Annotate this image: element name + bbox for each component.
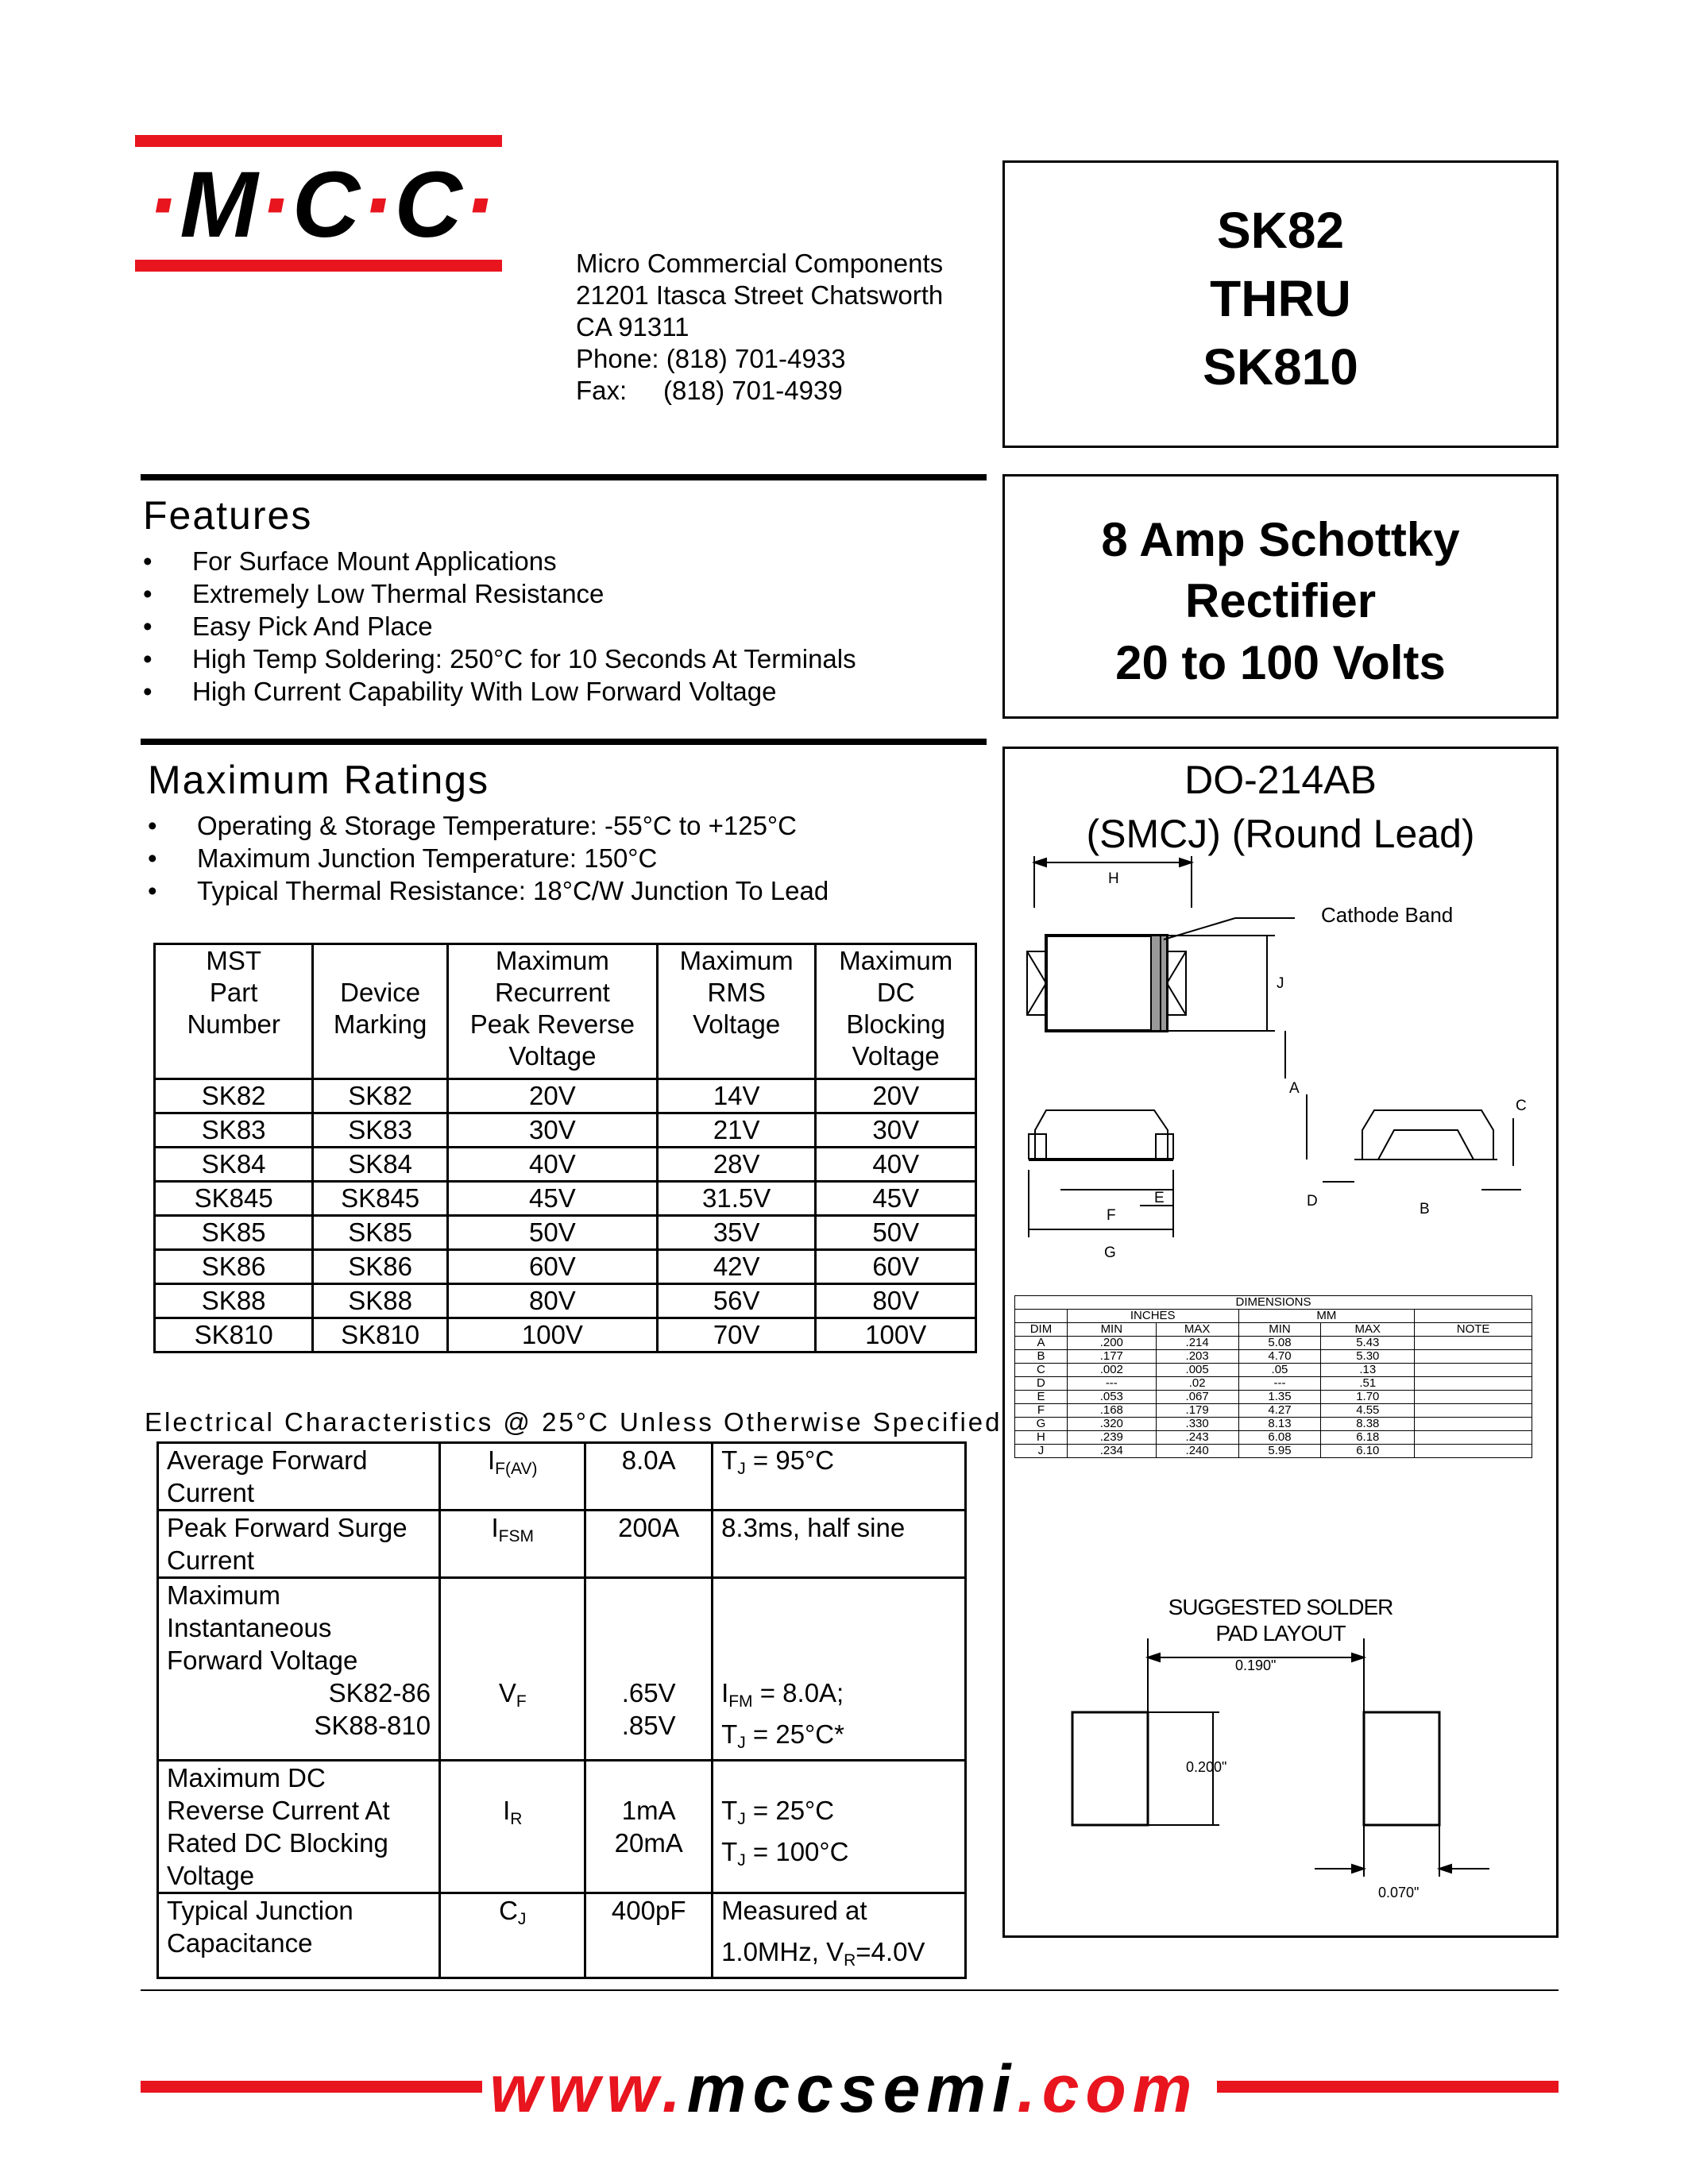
condition-cell: 8.3ms, half sine [713, 1511, 966, 1578]
dims-row [1015, 1404, 1532, 1418]
parameter-line: Maximum DC [167, 1763, 326, 1792]
dims-cell: 6.18 [1321, 1431, 1415, 1445]
electrical-row [158, 1443, 966, 1511]
ratings-cell: SK82 [155, 1079, 313, 1113]
ratings-cell: 80V [816, 1284, 976, 1318]
dims-cell: 5.43 [1321, 1337, 1415, 1350]
electrical-title: Electrical Characteristics @ 25°C Unless Otherwise Specified [145, 1407, 1002, 1437]
dims-cell: D [1015, 1377, 1068, 1391]
dims-cell: .177 [1067, 1350, 1156, 1364]
parameter-line: Peak Forward Surge [167, 1513, 408, 1542]
value-cell: 1mA 20mA [585, 1761, 713, 1893]
parameter-line: Current [167, 1545, 255, 1575]
dims-cell: F [1015, 1404, 1068, 1418]
package-subtitle: (SMCJ) (Round Lead) [1086, 812, 1475, 856]
dims-mm-header: MM [1238, 1310, 1415, 1323]
dims-cell: .240 [1156, 1445, 1238, 1458]
features-list [143, 545, 856, 708]
company-street: 21201 Itasca Street Chatsworth [576, 280, 944, 310]
ratings-row [155, 1216, 976, 1250]
symbol-cell: $V_F$ [440, 1578, 585, 1761]
ratings-cell: 50V [447, 1216, 657, 1250]
symbol-cell: $I_{F(AV)}$ [440, 1443, 585, 1511]
ratings-cell: SK810 [313, 1318, 448, 1352]
dims-cell: .239 [1067, 1431, 1156, 1445]
dims-note-cell [1415, 1431, 1532, 1445]
dims-cell: .203 [1156, 1350, 1238, 1364]
dims-cell: .320 [1067, 1418, 1156, 1431]
parameter-line: SK88-810 [314, 1711, 431, 1740]
ratings-cell: 35V [657, 1216, 816, 1250]
dims-row [1015, 1364, 1532, 1377]
feature-item: • High Current Capability With Low Forward Voltage [143, 675, 856, 708]
dims-cell: .13 [1321, 1364, 1415, 1377]
dims-cell: .05 [1238, 1364, 1321, 1377]
features-title: Features [143, 493, 313, 538]
ratings-cell: 28V [657, 1148, 816, 1182]
dims-cell: 1.35 [1238, 1391, 1321, 1404]
feature-item: • For Surface Mount Applications [143, 545, 856, 577]
solder-title-2: PAD LAYOUT [1215, 1621, 1346, 1646]
parameter-line: Instantaneous [167, 1613, 332, 1642]
ratings-cell: 14V [657, 1079, 816, 1113]
dims-cell: --- [1238, 1377, 1321, 1391]
ratings-row [155, 1318, 976, 1352]
ratings-cell: SK845 [313, 1182, 448, 1216]
dims-row [1015, 1377, 1532, 1391]
dims-cell: .234 [1067, 1445, 1156, 1458]
feature-item: • Extremely Low Thermal Resistance [143, 577, 856, 610]
symbol-cell: $I_R$ [440, 1761, 585, 1893]
dims-row [1015, 1445, 1532, 1458]
dims-col-dim: DIM [1015, 1323, 1068, 1337]
ratings-cell: SK85 [313, 1216, 448, 1250]
company-address [576, 248, 943, 407]
ratings-cell: SK845 [155, 1182, 313, 1216]
ratings-cell: 70V [657, 1318, 816, 1352]
dims-cell: C [1015, 1364, 1068, 1377]
ratings-row [155, 1148, 976, 1182]
dims-cell: J [1015, 1445, 1068, 1458]
ratings-cell: 31.5V [657, 1182, 816, 1216]
dims-cell: .330 [1156, 1418, 1238, 1431]
condition-cell: $T_J = 95^\circ C$ [713, 1443, 966, 1511]
value-cell: 8.0A [585, 1443, 713, 1511]
max-ratings-list [148, 809, 829, 907]
ratings-cell: 30V [816, 1113, 976, 1148]
ratings-cell: 45V [447, 1182, 657, 1216]
condition-cell: Measured at 1.0MHz, $V_R=4.0V$ [713, 1893, 966, 1978]
dims-note-cell [1415, 1364, 1532, 1377]
dims-cell: 1.70 [1321, 1391, 1415, 1404]
dim-label-a: A [1289, 1080, 1300, 1097]
ratings-divider [141, 739, 987, 745]
parameter-line: Forward Voltage [167, 1646, 358, 1675]
dims-col-max: MAX [1156, 1323, 1238, 1337]
dim-label-e: E [1154, 1190, 1165, 1206]
ratings-cell: 100V [447, 1318, 657, 1352]
header-cell: Maximum DC Blocking Voltage [816, 944, 976, 1079]
ratings-cell: 20V [816, 1079, 976, 1113]
symbol-cell: $C_J$ [440, 1893, 585, 1978]
rating-item: • Maximum Junction Temperature: 150°C [148, 842, 829, 874]
dims-cell: .02 [1156, 1377, 1238, 1391]
dims-cell: 5.30 [1321, 1350, 1415, 1364]
parameter-line: Maximum [167, 1580, 281, 1610]
dim-label-f: F [1107, 1207, 1116, 1224]
ratings-cell: 100V [816, 1318, 976, 1352]
dimensions-table [1014, 1295, 1532, 1458]
dims-cell: 4.70 [1238, 1350, 1321, 1364]
parameter-line: Rated DC Blocking [167, 1828, 388, 1858]
ratings-cell: 40V [816, 1148, 976, 1182]
electrical-table [156, 1441, 967, 1979]
dims-cell: .053 [1067, 1391, 1156, 1404]
dims-row [1015, 1337, 1532, 1350]
ratings-cell: 30V [447, 1113, 657, 1148]
parameter-line: Average Forward [167, 1445, 368, 1475]
pad-height-label: 0.200" [1186, 1759, 1227, 1775]
ratings-cell: 20V [447, 1079, 657, 1113]
package-outline-drawing [1005, 856, 1556, 1317]
dims-inches-header: INCHES [1067, 1310, 1238, 1323]
parameter-cell [158, 1511, 440, 1578]
header-cell: MST Part Number [155, 944, 313, 1079]
dims-cell: 4.55 [1321, 1404, 1415, 1418]
dims-cell: H [1015, 1431, 1068, 1445]
electrical-row [158, 1893, 966, 1978]
dims-cell: .005 [1156, 1364, 1238, 1377]
dim-label-j: J [1277, 975, 1284, 992]
dim-label-b: B [1420, 1201, 1430, 1217]
dims-note-cell [1415, 1337, 1532, 1350]
parameter-line: Current [167, 1478, 255, 1507]
ratings-cell: 60V [816, 1250, 976, 1284]
pad-width-label: 0.190" [1235, 1657, 1277, 1673]
ratings-row [155, 1182, 976, 1216]
dims-cell: .200 [1067, 1337, 1156, 1350]
dims-cell: 5.95 [1238, 1445, 1321, 1458]
dims-cell: .243 [1156, 1431, 1238, 1445]
parameter-line: Typical Junction [167, 1896, 353, 1925]
desc-line-3: 20 to 100 Volts [1115, 636, 1446, 689]
header-cell: Maximum RMS Voltage [657, 944, 816, 1079]
ratings-cell: SK83 [313, 1113, 448, 1148]
dim-label-g: G [1104, 1244, 1116, 1261]
feature-item: • High Temp Soldering: 250°C for 10 Seconds At Terminals [143, 642, 856, 675]
feature-item: • Easy Pick And Place [143, 610, 856, 642]
dims-cell: 6.10 [1321, 1445, 1415, 1458]
ratings-cell: SK810 [155, 1318, 313, 1352]
header-cell: Maximum Recurrent Peak Reverse Voltage [447, 944, 657, 1079]
rating-item: • Operating & Storage Temperature: -55°C to +125°C [148, 809, 829, 842]
dims-cell: E [1015, 1391, 1068, 1404]
dims-cell: .168 [1067, 1404, 1156, 1418]
package-title: DO-214AB [1184, 758, 1377, 802]
dims-col-max: MAX [1321, 1323, 1415, 1337]
dims-col-note: NOTE [1415, 1323, 1532, 1337]
dims-title: DIMENSIONS [1015, 1296, 1532, 1310]
dims-cell: A [1015, 1337, 1068, 1350]
dims-cell: 5.08 [1238, 1337, 1321, 1350]
dims-cell: 6.08 [1238, 1431, 1321, 1445]
website-url[interactable]: www.mccsemi.com [489, 2051, 1199, 2126]
dims-cell: .214 [1156, 1337, 1238, 1350]
symbol-cell: $I_{FSM}$ [440, 1511, 585, 1578]
parameter-line: SK82-86 [328, 1678, 431, 1707]
ratings-row [155, 1284, 976, 1318]
ratings-row [155, 1113, 976, 1148]
condition-cell: $T_J = 25^\circ C$ $T_J = 100^\circ C$ [713, 1761, 966, 1893]
ratings-row [155, 1079, 976, 1113]
ratings-cell: SK83 [155, 1113, 313, 1148]
ratings-cell: SK82 [313, 1079, 448, 1113]
ratings-table [153, 943, 977, 1353]
footer-rule [141, 1989, 1559, 1991]
part-line-1: SK82 [1216, 202, 1345, 259]
ratings-cell: SK88 [155, 1284, 313, 1318]
dims-cell: G [1015, 1418, 1068, 1431]
electrical-row [158, 1761, 966, 1893]
ratings-cell: 45V [816, 1182, 976, 1216]
parameter-line: Reverse Current At [167, 1796, 390, 1825]
solder-pad-drawing [1005, 1638, 1556, 1908]
dims-cell: 8.13 [1238, 1418, 1321, 1431]
cathode-band-label: Cathode Band [1321, 903, 1454, 927]
package-box [1002, 747, 1559, 1938]
dims-row [1015, 1391, 1532, 1404]
dims-col-min: MIN [1238, 1323, 1321, 1337]
dims-cell: B [1015, 1350, 1068, 1364]
ratings-cell: 42V [657, 1250, 816, 1284]
dims-note-cell [1415, 1377, 1532, 1391]
part-line-2: THRU [1210, 270, 1351, 327]
dims-cell: 8.38 [1321, 1418, 1415, 1431]
ratings-cell: SK85 [155, 1216, 313, 1250]
ratings-cell: 40V [447, 1148, 657, 1182]
ratings-cell: 21V [657, 1113, 816, 1148]
desc-line-1: 8 Amp Schottky [1101, 513, 1460, 566]
ratings-cell: SK84 [155, 1148, 313, 1182]
ratings-cell: SK88 [313, 1284, 448, 1318]
desc-line-2: Rectifier [1184, 574, 1377, 627]
max-ratings-title: Maximum Ratings [148, 758, 490, 802]
logo-bottom-bar [135, 260, 502, 272]
company-city: CA 91311 [576, 312, 689, 341]
mcc-logo: ·M·C·C· [147, 152, 496, 257]
parameter-cell [158, 1578, 440, 1761]
company-phone: Phone: (818) 701-4933 [576, 344, 846, 373]
company-fax: Fax: (818) 701-4939 [576, 376, 843, 405]
condition-cell: $I_{FM} = 8.0A$; $T_J = 25^\circ C*$ [713, 1578, 966, 1761]
ratings-cell: 56V [657, 1284, 816, 1318]
dim-label-c: C [1516, 1098, 1527, 1114]
rating-item: • Typical Thermal Resistance: 18°C/W Junction To Lead [148, 874, 829, 907]
dim-label-d: D [1307, 1193, 1318, 1210]
dims-note-cell [1415, 1445, 1532, 1458]
ratings-cell: 80V [447, 1284, 657, 1318]
dims-note-cell [1415, 1404, 1532, 1418]
dims-note-cell [1415, 1350, 1532, 1364]
dims-cell: .067 [1156, 1391, 1238, 1404]
ratings-row [155, 1250, 976, 1284]
parameter-cell [158, 1443, 440, 1511]
description-box [1002, 474, 1559, 719]
logo-top-bar [135, 135, 502, 147]
part-line-3: SK810 [1203, 338, 1358, 396]
electrical-row [158, 1578, 966, 1761]
dims-cell: 4.27 [1238, 1404, 1321, 1418]
ratings-cell: SK86 [313, 1250, 448, 1284]
parameter-cell [158, 1893, 440, 1978]
part-number-box [1002, 160, 1559, 448]
parameter-cell [158, 1761, 440, 1893]
ratings-cell: SK86 [155, 1250, 313, 1284]
dims-col-min: MIN [1067, 1323, 1156, 1337]
features-divider [141, 474, 987, 480]
dims-cell: .002 [1067, 1364, 1156, 1377]
dim-label-h: H [1108, 870, 1119, 887]
value-cell: 200A [585, 1511, 713, 1578]
header-cell: Device Marking [313, 944, 448, 1079]
ratings-header-row [155, 944, 976, 1079]
dims-row [1015, 1431, 1532, 1445]
dims-cell: --- [1067, 1377, 1156, 1391]
ratings-cell: 50V [816, 1216, 976, 1250]
dims-note-cell [1415, 1391, 1532, 1404]
company-name: Micro Commercial Components [576, 249, 944, 278]
dims-cell: .51 [1321, 1377, 1415, 1391]
parameter-line: Capacitance [167, 1928, 313, 1958]
solder-title-1: SUGGESTED SOLDER [1168, 1595, 1393, 1619]
electrical-row [158, 1511, 966, 1578]
dims-cell: .179 [1156, 1404, 1238, 1418]
ratings-cell: SK84 [313, 1148, 448, 1182]
dims-note-cell [1415, 1418, 1532, 1431]
value-cell: .65V .85V [585, 1578, 713, 1761]
dims-row [1015, 1418, 1532, 1431]
pad-gap-label: 0.070" [1378, 1885, 1420, 1900]
ratings-cell: 60V [447, 1250, 657, 1284]
dims-row [1015, 1350, 1532, 1364]
parameter-line: Voltage [167, 1861, 255, 1890]
value-cell: 400pF [585, 1893, 713, 1978]
